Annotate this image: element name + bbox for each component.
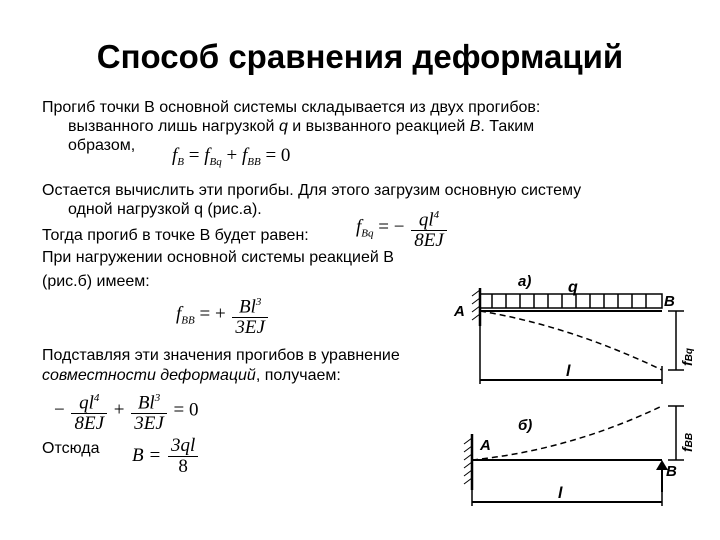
para2-line2: одной нагрузкой q (рис.а). — [68, 201, 262, 218]
para3-line1: Подставляя эти значения прогибов в уравнение — [42, 347, 400, 364]
equation-deflection-q: $f_{Bq}$ = − $\frac{ql^4}{8EJ}$ — [356, 205, 449, 251]
load-q-label: q — [568, 279, 578, 296]
diagram-b-label: б) — [518, 417, 533, 434]
para3-line2: совместности деформаций, получаем: — [42, 367, 341, 384]
para1-line2-q: q — [278, 118, 288, 135]
diagram-a-uniform-load — [440, 266, 710, 396]
para2-line1: Остается вычислить эти прогибы. Для этого загрузим основную систему — [42, 182, 582, 199]
diagram-a-point-B: B — [664, 293, 675, 310]
diagram-a-label: а) — [518, 273, 532, 290]
load-arrows — [492, 294, 646, 308]
diagram-a-length-l: l — [566, 363, 571, 380]
diagram-a-point-A: A — [454, 303, 465, 320]
diagram-b-point-A: A — [480, 437, 491, 454]
equation-reaction: B = $\frac{3ql}{8}$ — [132, 436, 200, 477]
deflection-curve-b — [472, 406, 662, 460]
para1-line2-a: вызванного лишь нагрузкой — [68, 118, 279, 135]
equation-substituted: − $\frac{ql^4}{8EJ}$ + $\frac{Bl^3}{3EJ}$ = 0 — [54, 388, 199, 434]
deflection-curve-a — [480, 311, 662, 370]
deflection-label-b: fBB — [679, 432, 695, 452]
para1-line2 — [68, 117, 534, 136]
para2-line4: При нагружении основной системы реакцией В — [42, 249, 394, 266]
diagram-b-point-B: B — [666, 463, 677, 480]
diagram-b-length-l: l — [558, 485, 563, 502]
equation-compatibility: $f_B = f_{Bq} + f_{BB} = 0$ — [172, 145, 291, 168]
para1-line2-B: B — [469, 118, 481, 135]
para1-line2-c: . Таким — [480, 118, 535, 135]
para1-line1: Прогиб точки В основной системы складывается из двух прогибов: — [42, 99, 541, 116]
distributed-load — [480, 294, 662, 308]
equation-deflection-B: $f_{BB}$ = + $\frac{Bl^3}{3EJ}$ — [176, 292, 270, 338]
para1-line2-b: и вызванного реакцией — [287, 118, 470, 135]
para2-line5: (рис.б) имеем: — [42, 273, 150, 290]
deflection-label-a: fBq — [679, 347, 695, 366]
para1-line3: образом, — [68, 137, 136, 154]
para4-line1: Отсюда — [42, 440, 100, 457]
diagram-b-reaction-load — [440, 398, 710, 516]
slide-title: Способ сравнения деформаций — [96, 38, 624, 75]
para2-line3: Тогда прогиб в точке В будет равен: — [42, 227, 309, 244]
